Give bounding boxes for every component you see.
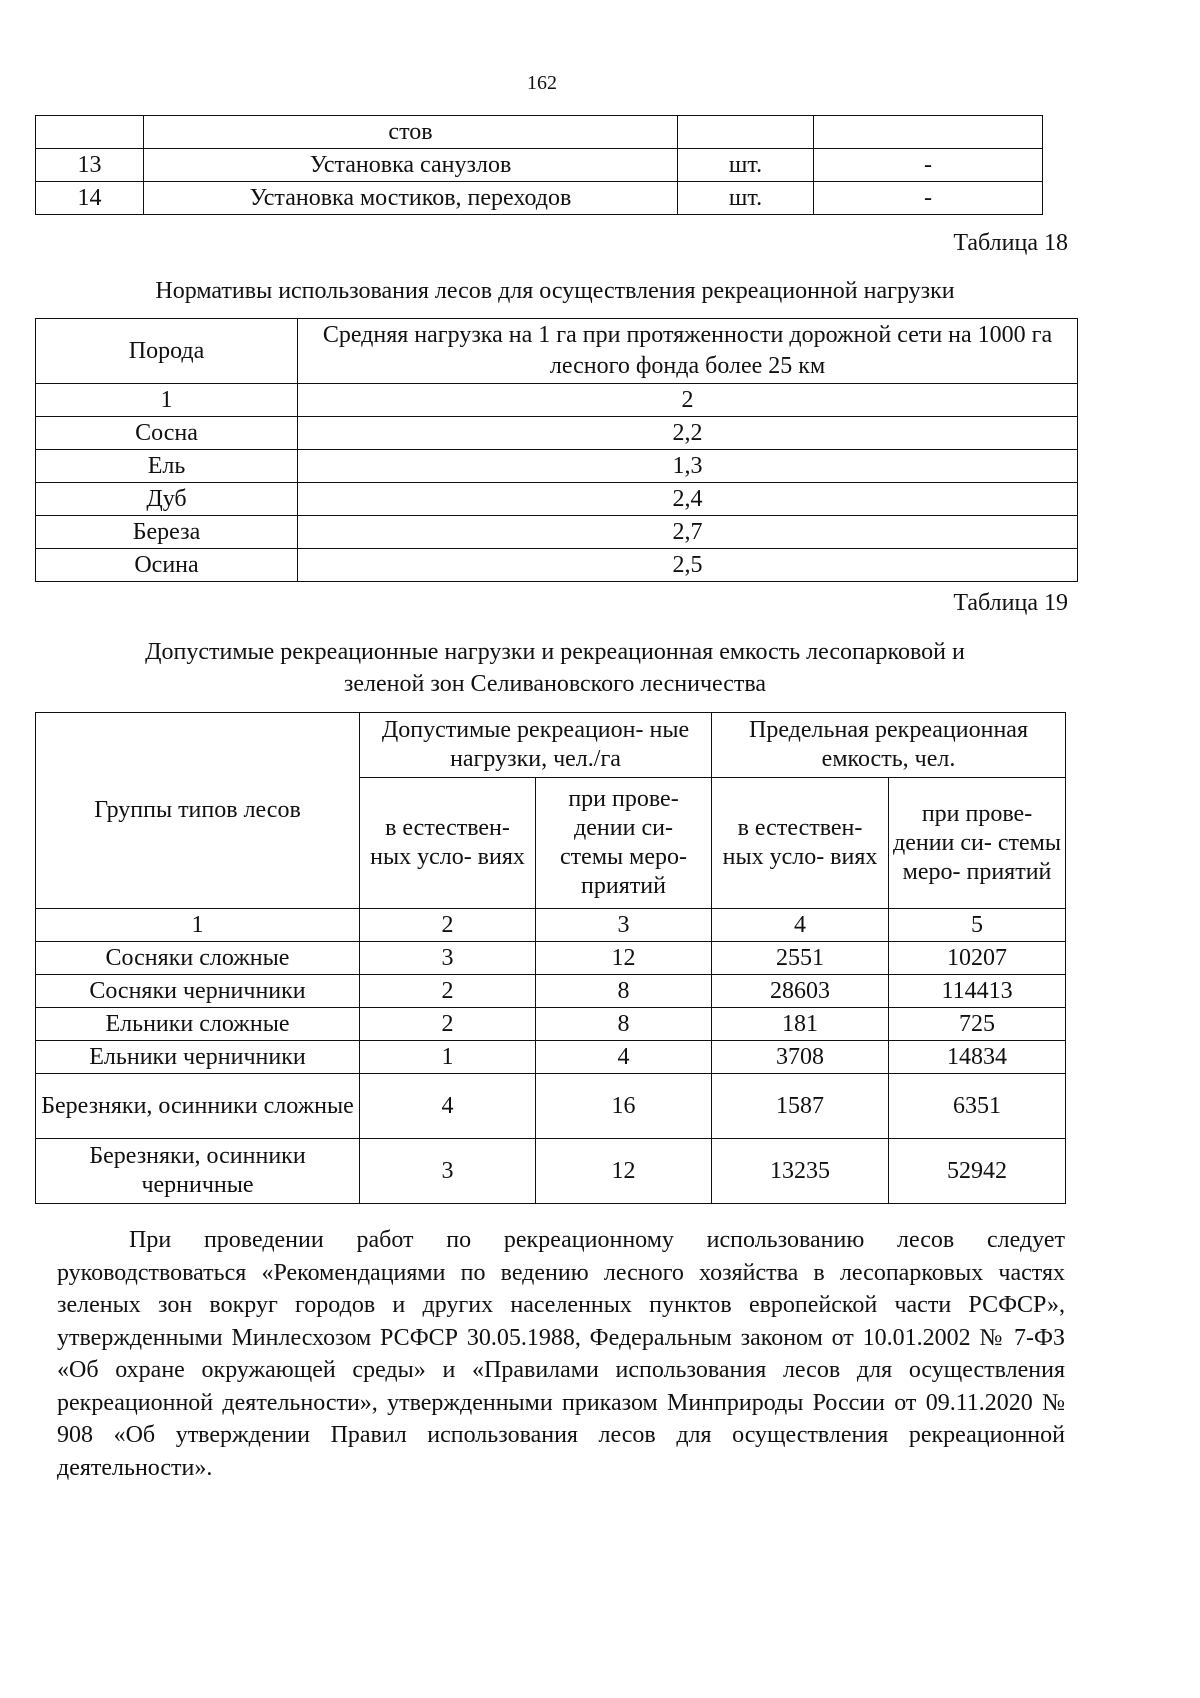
load-value: 2,2 [298, 417, 1078, 450]
cell: 114413 [889, 975, 1066, 1008]
table18 [35, 318, 1078, 582]
table19 [35, 712, 1066, 1204]
cell: 8 [536, 1008, 712, 1041]
load-value: 1,3 [298, 450, 1078, 483]
paragraph: При проведении работ по рекреационному использованию лесов следует руководствоваться «Рекомендациями по ведению лесного хозяйства в лесопарковых частях зеленых зон вокруг городов и других населенных пунктов европейской части РСФСР», утвержденными Минлесхозом РСФСР 30.05.1988, Федеральным законом от 10.01.2002 № 7-ФЗ «Об охране окружающей среды» и «Правилами использования лесов для осуществления рекреационной деятельности», утвержденными приказом Минприроды России от 09.11.2020 № 908 «Об утверждении Правил использования лесов для осуществления рекреационной деятельности». [57, 1227, 1065, 1481]
unit: шт. [678, 149, 814, 182]
header-forest-groups: Группы типов лесов [36, 713, 360, 909]
cell: 13235 [712, 1139, 889, 1204]
cell: 2551 [712, 942, 889, 975]
forest-group: Березняки, осинники черничные [36, 1139, 360, 1204]
forest-group: Сосняки сложные [36, 942, 360, 975]
cell: 10207 [889, 942, 1066, 975]
value [814, 116, 1043, 149]
load-value: 2,5 [298, 549, 1078, 582]
table-row [36, 182, 1043, 215]
table-header-row [36, 319, 1078, 384]
row-number: 13 [36, 149, 144, 182]
table18-label: Таблица 18 [953, 230, 1068, 256]
table-row [36, 483, 1078, 516]
table-row [36, 1074, 1066, 1139]
header-with-measures: при прове- дении си- стемы меро- приятий [536, 778, 712, 909]
species: Ель [36, 450, 298, 483]
table-row [36, 942, 1066, 975]
cell: 4 [360, 1074, 536, 1139]
table-row [36, 450, 1078, 483]
column-number: 1 [36, 384, 298, 417]
forest-group: Березняки, осинники сложные [36, 1074, 360, 1139]
cell: 181 [712, 1008, 889, 1041]
cell: 12 [536, 1139, 712, 1204]
cell: 2 [360, 975, 536, 1008]
unit [678, 116, 814, 149]
table-row [36, 1139, 1066, 1204]
column-number: 2 [298, 384, 1078, 417]
table19-title-line2: зеленой зон Селивановского лесничества [343, 671, 767, 697]
table-row [36, 516, 1078, 549]
cell: 3 [360, 942, 536, 975]
species: Сосна [36, 417, 298, 450]
header-average-load: Средняя нагрузка на 1 га при протяженности дорожной сети на 1000 га лесного фонда более 25 км [298, 319, 1078, 384]
cell: 52942 [889, 1139, 1066, 1204]
table-header-row [36, 713, 1066, 778]
value: - [814, 149, 1043, 182]
header-species: Порода [36, 319, 298, 384]
row-number: 14 [36, 182, 144, 215]
table19-title-line1: Допустимые рекреационные нагрузки и рекреационная емкость лесопарковой и [145, 639, 965, 665]
column-number: 3 [536, 909, 712, 942]
cell: 1 [360, 1041, 536, 1074]
header-with-measures: при прове- дении си- стемы меро- приятий [889, 778, 1066, 909]
column-number: 1 [36, 909, 360, 942]
column-numbers-row [36, 909, 1066, 942]
cell: 3708 [712, 1041, 889, 1074]
continued-table [35, 115, 1043, 215]
table-row [36, 975, 1066, 1008]
work-name: стов [144, 116, 678, 149]
cell: 6351 [889, 1074, 1066, 1139]
table-row [36, 116, 1043, 149]
species: Дуб [36, 483, 298, 516]
work-name: Установка мостиков, переходов [144, 182, 678, 215]
table-row [36, 1041, 1066, 1074]
unit: шт. [678, 182, 814, 215]
cell: 3 [360, 1139, 536, 1204]
cell: 12 [536, 942, 712, 975]
value: - [814, 182, 1043, 215]
column-number: 2 [360, 909, 536, 942]
cell: 14834 [889, 1041, 1066, 1074]
load-value: 2,7 [298, 516, 1078, 549]
cell: 1587 [712, 1074, 889, 1139]
table-row [36, 1008, 1066, 1041]
work-name: Установка санузлов [144, 149, 678, 182]
cell: 28603 [712, 975, 889, 1008]
load-value: 2,4 [298, 483, 1078, 516]
column-numbers-row [36, 384, 1078, 417]
header-recreation-capacity: Предельная рекреационная емкость, чел. [712, 713, 1066, 778]
table-row [36, 149, 1043, 182]
page-number: 162 [527, 72, 557, 94]
header-natural-conditions: в естествен- ных усло- виях [360, 778, 536, 909]
cell: 4 [536, 1041, 712, 1074]
body-text [57, 1224, 1065, 1484]
column-number: 4 [712, 909, 889, 942]
column-number: 5 [889, 909, 1066, 942]
species: Осина [36, 549, 298, 582]
cell: 8 [536, 975, 712, 1008]
species: Береза [36, 516, 298, 549]
forest-group: Ельники сложные [36, 1008, 360, 1041]
table19-label: Таблица 19 [953, 590, 1068, 616]
forest-group: Сосняки черничники [36, 975, 360, 1008]
table-row [36, 417, 1078, 450]
header-natural-conditions: в естествен- ных усло- виях [712, 778, 889, 909]
cell: 725 [889, 1008, 1066, 1041]
cell: 2 [360, 1008, 536, 1041]
forest-group: Ельники черничники [36, 1041, 360, 1074]
header-permissible-loads: Допустимые рекреацион- ные нагрузки, чел./га [360, 713, 712, 778]
table-row [36, 549, 1078, 582]
row-number [36, 116, 144, 149]
cell: 16 [536, 1074, 712, 1139]
table18-title: Нормативы использования лесов для осуществления рекреационной нагрузки [155, 278, 955, 304]
